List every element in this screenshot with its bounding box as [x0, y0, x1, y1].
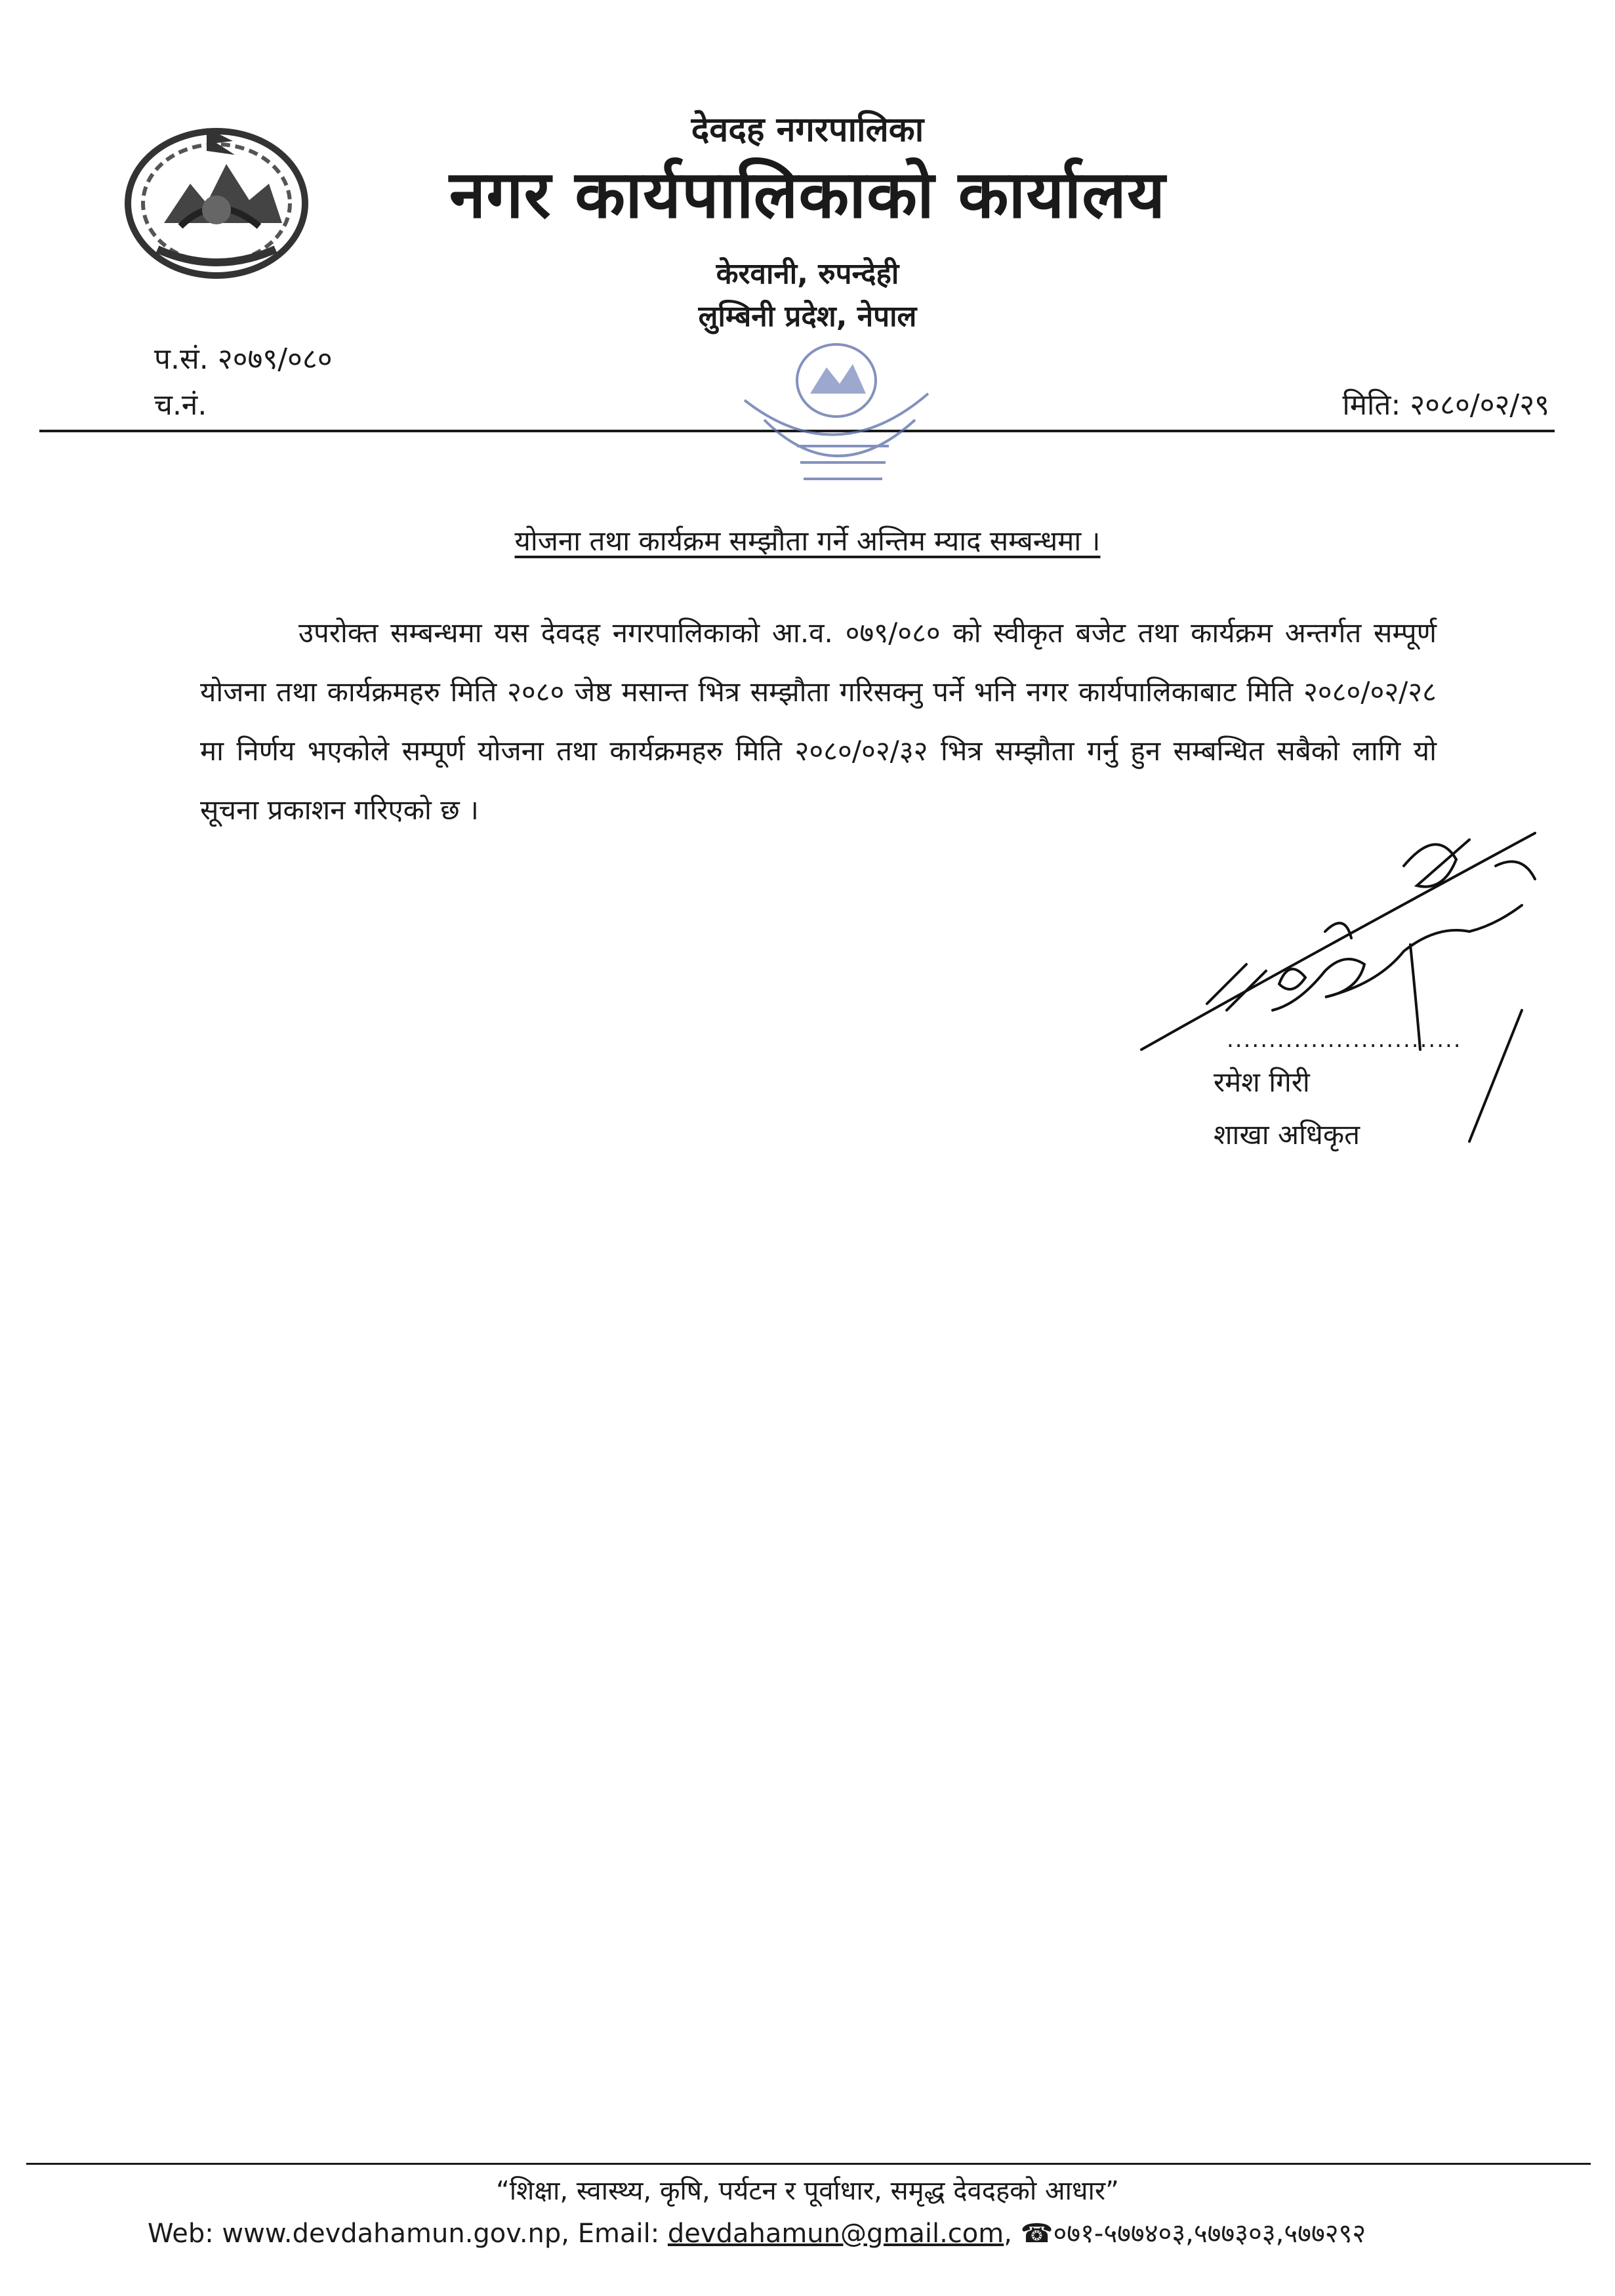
handwritten-signature: [1128, 813, 1574, 1155]
address-line-1: केरवानी, रुपन्देही: [716, 257, 899, 291]
signatory-name: रमेश गिरी: [1214, 1066, 1310, 1098]
letter-subject: [0, 522, 1615, 559]
footer-motto: “शिक्षा, स्वास्थ्य, कृषि, पर्यटन र पूर्वाधार, समृद्ध देवदहको आधार”: [496, 2176, 1119, 2206]
signature-line: ............................: [1227, 1027, 1462, 1053]
office-title: नगर कार्यपालिकाको कार्यालय: [449, 156, 1166, 233]
letter-body: उपरोक्त सम्बन्धमा यस देवदह नगरपालिकाको आ.व. ०७९/०८० को स्वीकृत बजेट तथा कार्यक्रम अन्तर्गत सम्पूर्ण योजना तथा कार्यक्रमहरु मिति २०८० जेष्ठ मसान्त भित्र सम्झौता गरिसक्नु पर्ने भनि नगर कार्यपालिकाबाट मिति २०८०/०२/२८ मा निर्णय भएकोले सम्पूर्ण योजना तथा कार्यक्रमहरु मिति २०८०/०२/३२ भित्र सम्झौता गर्नु हुन सम्बन्धित सबैको लागि यो सूचना प्रकाशन गरिएको छ ।: [200, 617, 1437, 826]
dispatch-number: च.नं.: [154, 388, 207, 422]
footer-contact: [148, 2214, 1366, 2250]
municipality-name: देवदह नगरपालिका: [691, 110, 924, 150]
subject-text: योजना तथा कार्यक्रम सम्झौता गर्ने अन्तिम म्याद सम्बन्धमा ।: [514, 525, 1101, 557]
footer-divider: [26, 2163, 1591, 2165]
address-line-2: लुम्बिनी प्रदेश, नेपाल: [698, 300, 917, 333]
email-link[interactable]: devdahamun@gmail.com: [667, 2219, 1004, 2249]
phone-numbers: , ☎०७१-५७७४०३,५७७३०३,५७७२९२: [1004, 2219, 1366, 2249]
office-stamp: [718, 321, 954, 505]
letter-date: मिति: २०८०/०२/२९: [1342, 388, 1549, 422]
website-text: Web: www.devdahamun.gov.np, Email:: [148, 2219, 668, 2249]
signatory-title: शाखा अधिकृत: [1214, 1118, 1360, 1151]
reference-number: प.सं. २०७९/०८०: [154, 342, 333, 376]
